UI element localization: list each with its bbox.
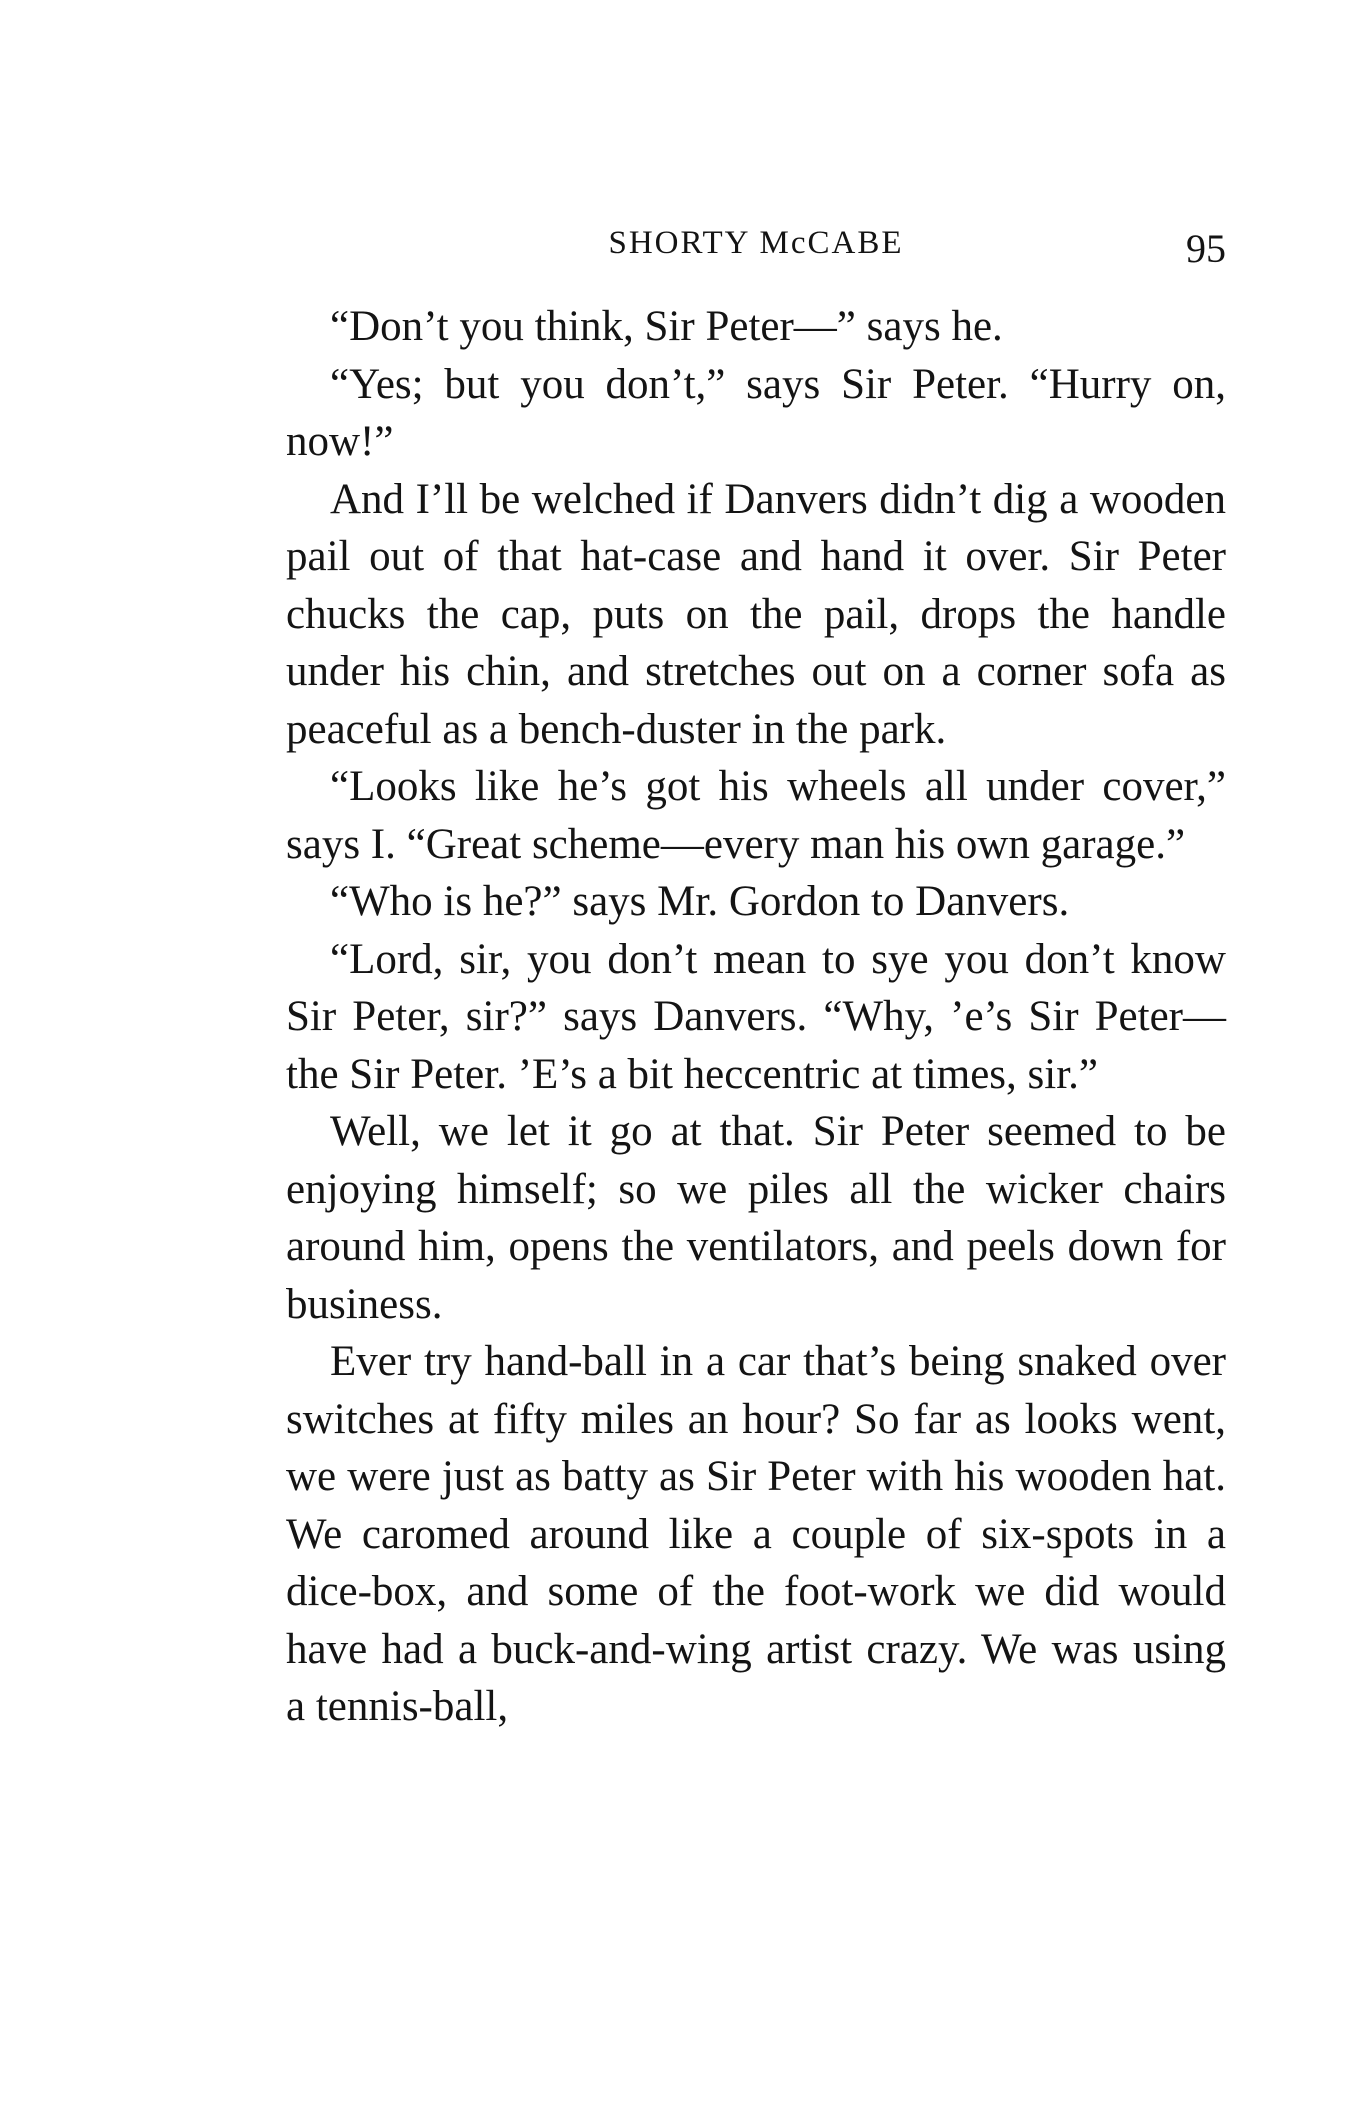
paragraph: “Don’t you think, Sir Peter—” says he. (330, 303, 1003, 350)
paragraph: “Lord, sir, you don’t mean to sye you don’t know Sir Peter, sir?” says Danvers. “Why, ’e’s Sir Peter—the Sir Peter. ’E’s a bit heccentric at times, sir.” (286, 935, 1226, 1098)
body-text (286, 298, 1226, 1736)
page-number: 95 (1186, 226, 1226, 271)
paragraph: “Looks like he’s got his wheels all under cover,” says I. “Great scheme—every man his own garage.” (286, 763, 1226, 868)
paragraph: And I’ll be welched if Danvers didn’t dig a wooden pail out of that hat-case and hand it over. Sir Peter chucks the cap, puts on the pail, drops the handle under his chin, and stretches out on a corner sofa as peaceful as a bench-duster in the park. (286, 475, 1226, 753)
running-head (286, 218, 1226, 271)
running-title: SHORTY McCABE (608, 225, 904, 261)
paragraph: “Yes; but you don’t,” says Sir Peter. “Hurry on, now!” (286, 360, 1226, 465)
paragraph: Ever try hand-ball in a car that’s being snaked over switches at fifty miles an hour? So far as looks went, we were just as batty as Sir Peter with his wooden hat. We caromed around like a couple of six-spots in a dice-box, and some of the foot-work we did would have had a buck-and-wing artist crazy. We was using a tennis-ball, (286, 1338, 1226, 1730)
paragraph: “Who is he?” says Mr. Gordon to Danvers. (330, 878, 1070, 925)
paragraph: Well, we let it go at that. Sir Peter seemed to be enjoying himself; so we piles all the wicker chairs around him, opens the ventilators, and peels down for business. (286, 1108, 1226, 1328)
